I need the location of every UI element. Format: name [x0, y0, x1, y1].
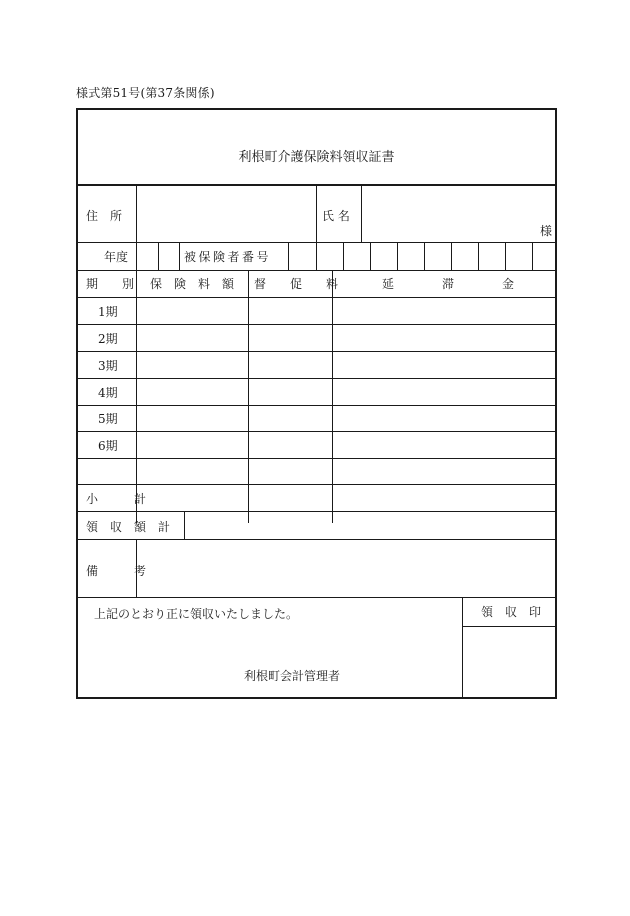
form-number-label: 様式第51号(第37条関係) [76, 86, 215, 100]
name-label: 氏 名 [322, 209, 350, 223]
receipt-form [76, 108, 557, 699]
honorific-label: 様 [540, 224, 553, 238]
receipt-stamp-area[interactable] [463, 627, 555, 699]
insured-digit-7[interactable] [452, 243, 478, 270]
period-5-label: 5期 [98, 412, 118, 426]
reminder-fee-header: 督 促 料 [254, 277, 339, 291]
subtotal-label: 小 計 [86, 492, 147, 506]
row-divider [78, 431, 555, 432]
row-divider [78, 405, 555, 406]
row-divider [78, 351, 555, 352]
late-fee-header: 延 滞 金 [382, 277, 515, 291]
insured-digit-2[interactable] [317, 243, 343, 270]
divider [179, 243, 180, 270]
row-divider [78, 597, 555, 598]
row-divider [78, 458, 555, 459]
insured-digit-6[interactable] [425, 243, 451, 270]
period-2-label: 2期 [98, 332, 118, 346]
divider [136, 271, 137, 523]
insured-digit-1[interactable] [289, 243, 316, 270]
insured-digit-9[interactable] [506, 243, 532, 270]
premium-header: 保 険 料 額 [150, 277, 235, 291]
remarks-field[interactable] [137, 540, 555, 597]
divider [248, 271, 249, 523]
period-4-label: 4期 [98, 386, 118, 400]
divider [332, 271, 333, 523]
row-divider [78, 297, 555, 298]
insured-digit-4[interactable] [371, 243, 397, 270]
remarks-label: 備 考 [86, 564, 147, 578]
period-1-label: 1期 [98, 305, 118, 319]
total-received-field[interactable] [185, 512, 555, 539]
insured-digit-3[interactable] [344, 243, 370, 270]
receipt-stamp-label: 領 収 印 [481, 605, 542, 619]
insured-digit-5[interactable] [398, 243, 424, 270]
insured-digit-10[interactable] [533, 243, 555, 270]
address-label: 住 所 [86, 209, 123, 223]
year-digit-2[interactable] [159, 243, 178, 270]
period-6-label: 6期 [98, 439, 118, 453]
insured-number-label: 被保険者番号 [184, 250, 272, 264]
period-3-label: 3期 [98, 359, 118, 373]
row-divider [78, 484, 555, 485]
insured-digit-8[interactable] [479, 243, 505, 270]
year-digit-1[interactable] [137, 243, 157, 270]
total-received-label: 領 収 額 計 [86, 520, 171, 534]
received-statement: 上記のとおり正に領収いたしました。 [94, 607, 299, 621]
row-divider [78, 270, 555, 271]
row-divider [78, 324, 555, 325]
row-divider [78, 378, 555, 379]
period-header: 期 別 [86, 277, 135, 291]
fiscal-year-label: 年度 [104, 250, 129, 264]
form-title: 利根町介護保険料領収証書 [238, 150, 395, 165]
treasurer-signer: 利根町会計管理者 [244, 669, 341, 683]
divider [316, 186, 317, 242]
address-field[interactable] [137, 186, 316, 242]
name-field[interactable] [362, 186, 542, 242]
